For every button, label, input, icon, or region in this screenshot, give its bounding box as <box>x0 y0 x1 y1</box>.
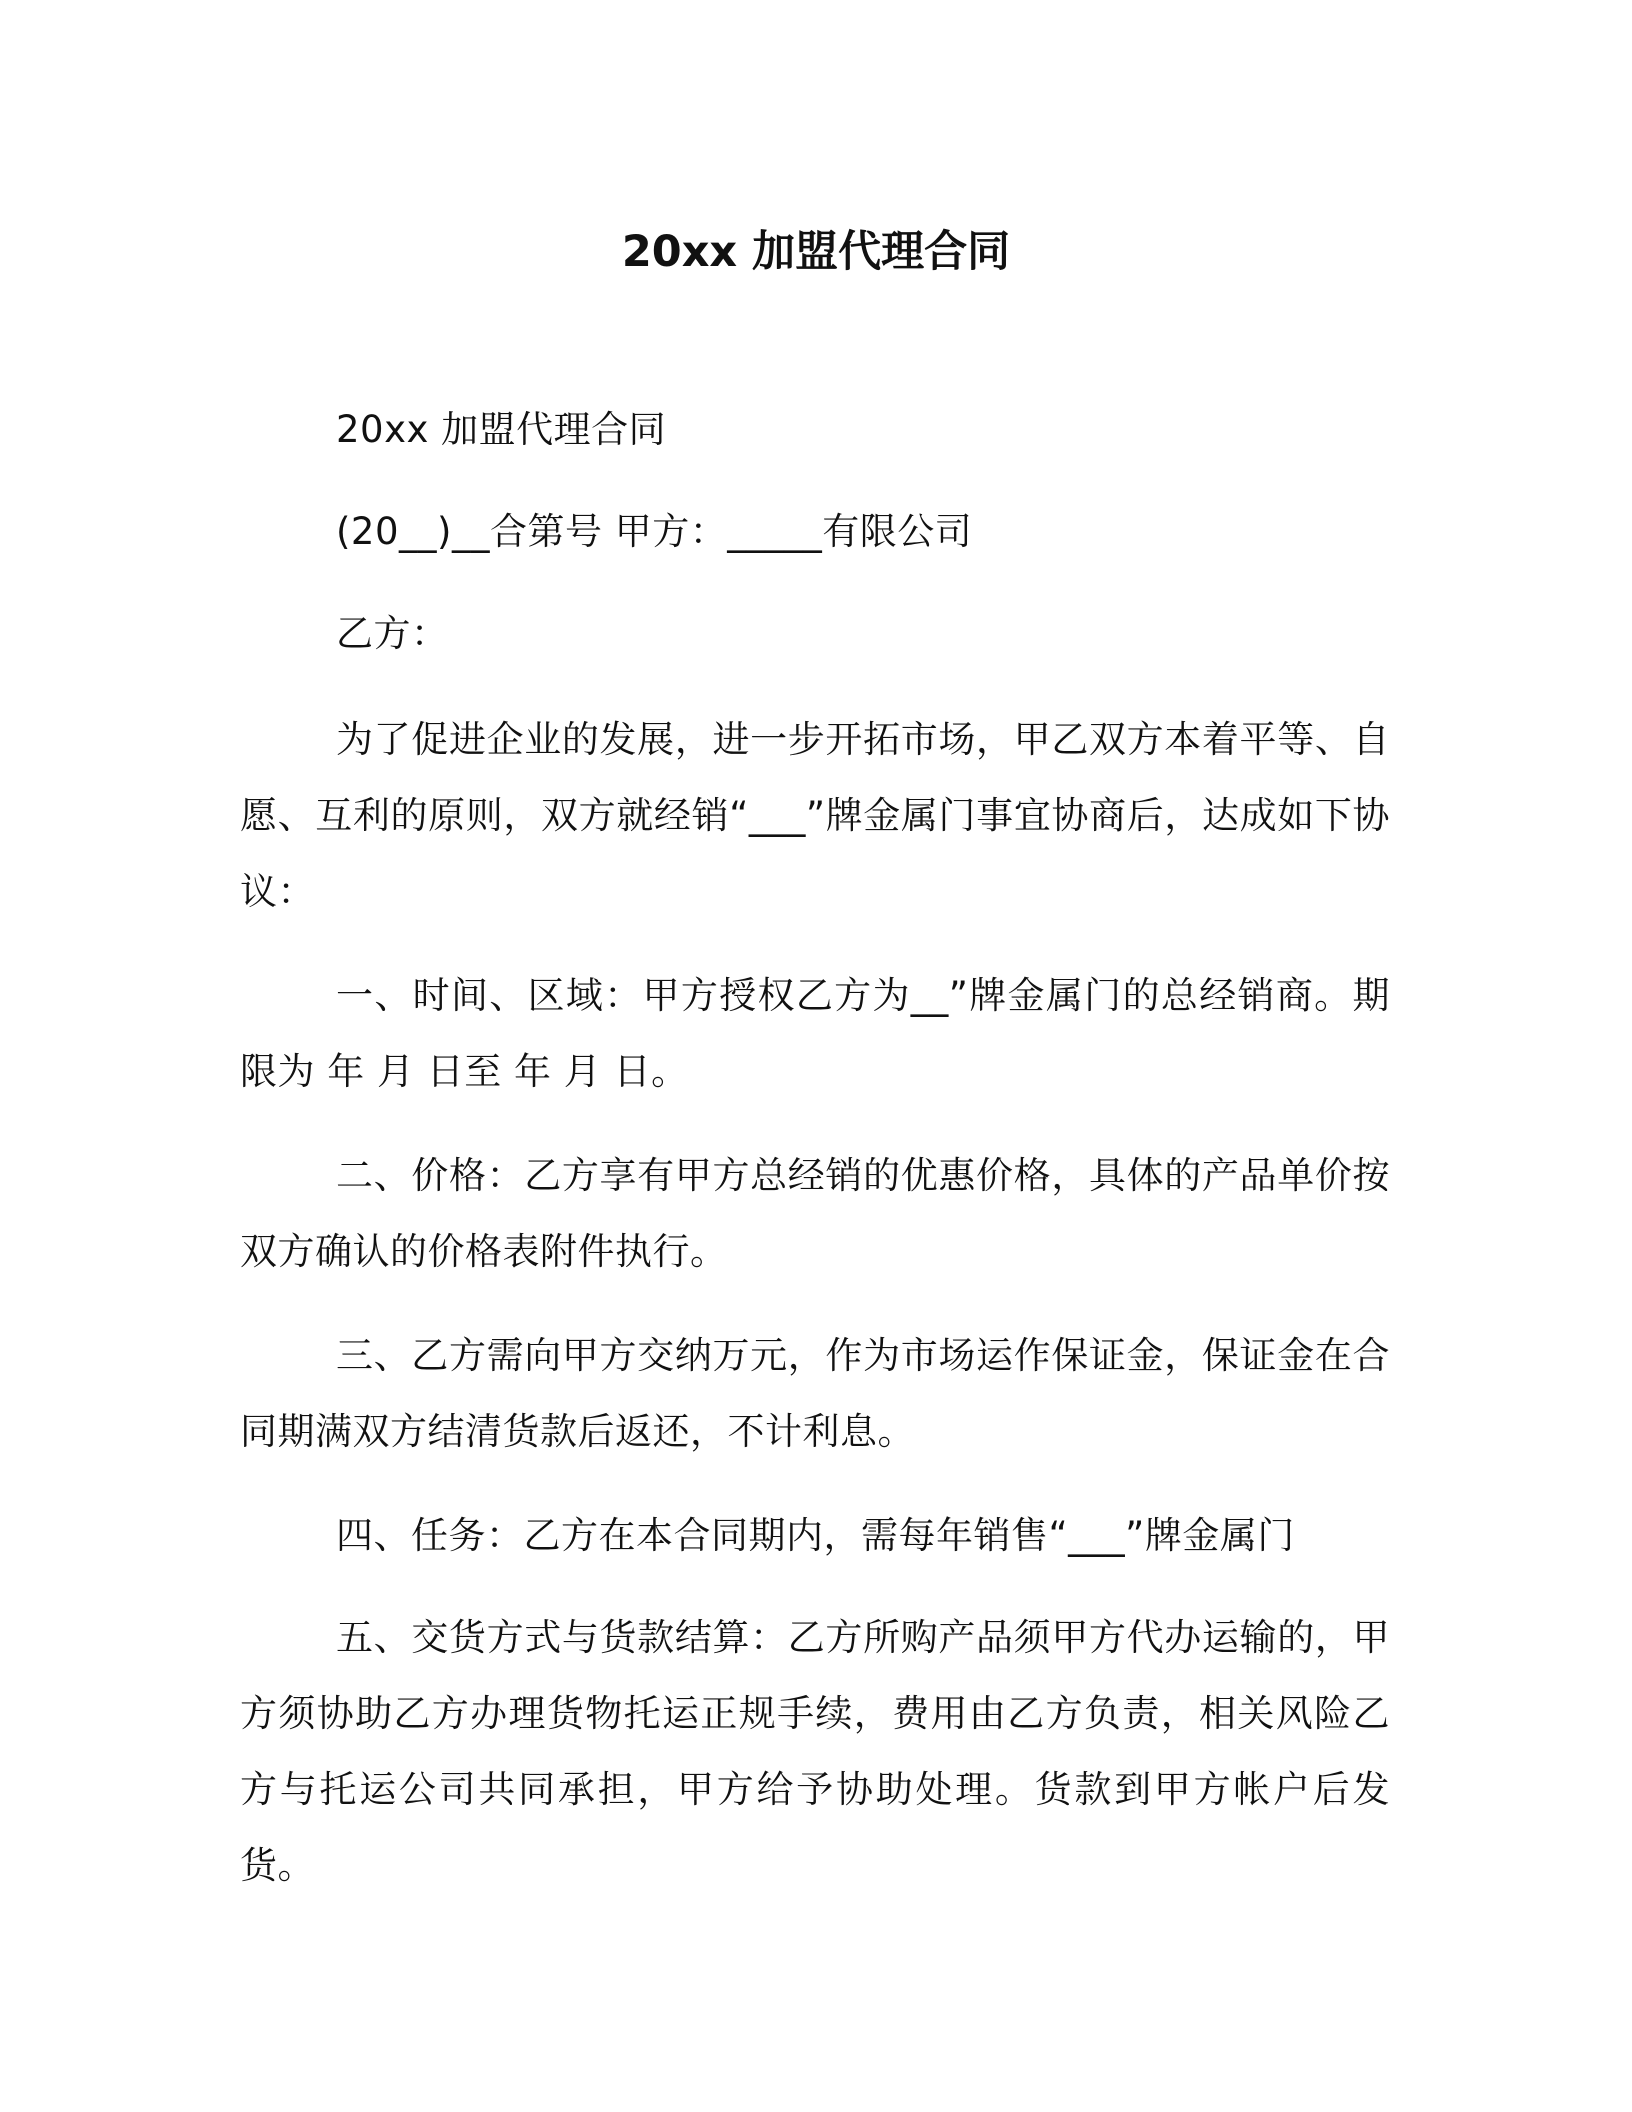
paragraph-clause-5: 五、交货方式与货款结算：乙方所购产品须甲方代办运输的，甲方须协助乙方办理货物托运正规手续，费用由乙方负责，相关风险乙方与托运公司共同承担，甲方给予协助处理。货款到甲方帐户后发货。 <box>240 1616 1390 1887</box>
paragraph-contract-number: (20__)__合第号 甲方：_____有限公司 <box>336 510 973 553</box>
paragraph-clause-4: 四、任务：乙方在本合同期内，需每年销售“___”牌金属门 <box>336 1514 1295 1557</box>
paragraph-preamble: 为了促进企业的发展，进一步开拓市场，甲乙双方本着平等、自愿、互利的原则，双方就经销“___”牌金属门事宜协商后，达成如下协议： <box>240 718 1390 913</box>
paragraph-party-b: 乙方： <box>336 612 449 655</box>
document-title: 20xx 加盟代理合同 <box>621 227 1011 277</box>
paragraph-clause-1: 一、时间、区域：甲方授权乙方为__”牌金属门的总经销商。期限为 年 月 日至 年 月 日。 <box>240 974 1390 1093</box>
paragraph-clause-3: 三、乙方需向甲方交纳万元，作为市场运作保证金，保证金在合同期满双方结清货款后返还，不计利息。 <box>240 1334 1390 1453</box>
paragraph-subtitle: 20xx 加盟代理合同 <box>336 408 667 451</box>
paragraph-clause-2: 二、价格：乙方享有甲方总经销的优惠价格，具体的产品单价按双方确认的价格表附件执行。 <box>240 1154 1390 1273</box>
document-body <box>240 392 1390 1904</box>
